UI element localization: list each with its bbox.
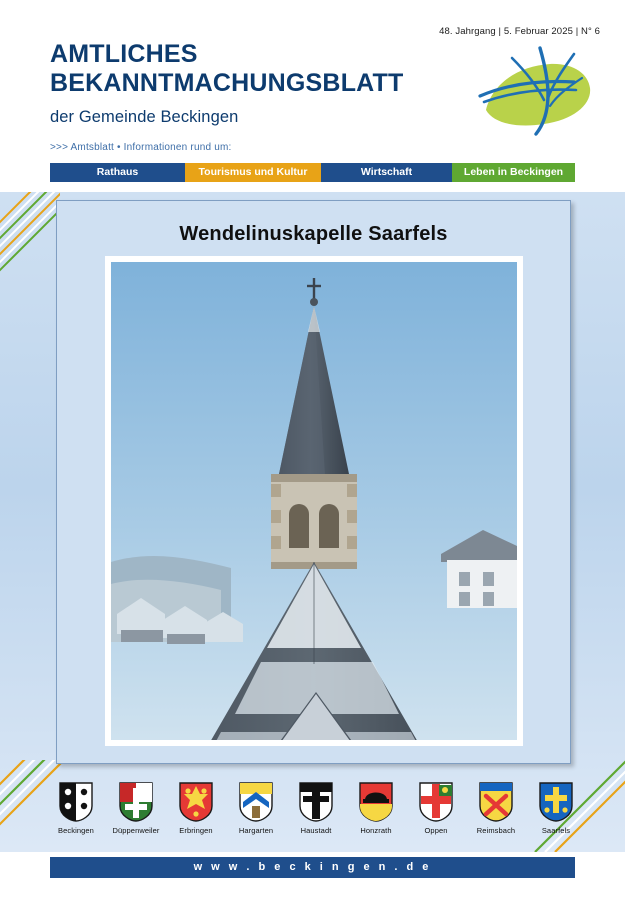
crest-label: Düppenweiler: [112, 826, 160, 835]
crest-label: Oppen: [424, 826, 448, 835]
crest-item-saarfels: [526, 782, 586, 848]
coat-of-arms-saarfels-icon: [539, 782, 573, 822]
nav-item-tourismus-und-kultur[interactable]: Tourismus und Kultur: [185, 163, 321, 182]
coat-of-arms-reimsbach-icon: [479, 782, 513, 822]
coat-of-arms-honzrath-icon: [359, 782, 393, 822]
category-nav: [50, 163, 575, 182]
cover-title: Wendelinuskapelle Saarfels: [179, 223, 448, 245]
crest-label: Hargarten: [238, 826, 274, 835]
masthead-title-line2: BEKANNTMACHUNGSBLATT: [50, 68, 404, 97]
masthead-tagline: >>> Amtsblatt • Informationen rund um:: [50, 142, 232, 153]
crest-label: Reimsbach: [476, 826, 516, 835]
crest-item-beckingen: [46, 782, 106, 848]
coat-of-arms-row: [46, 782, 586, 848]
crest-item-dueppenweiler: [106, 782, 166, 848]
crest-item-oppen: [406, 782, 466, 848]
coat-of-arms-dueppenweiler-icon: [119, 782, 153, 822]
crest-item-hargarten: [226, 782, 286, 848]
crest-label: Beckingen: [58, 826, 94, 835]
header-inner: [22, 18, 602, 178]
crest-label: Erbringen: [179, 826, 213, 835]
masthead-subtitle: der Gemeinde Beckingen: [50, 108, 239, 126]
coat-of-arms-erbringen-icon: [179, 782, 213, 822]
crest-label: Saarfels: [541, 826, 571, 835]
crest-item-honzrath: [346, 782, 406, 848]
coat-of-arms-beckingen-icon: [59, 782, 93, 822]
cover-photo: [111, 262, 517, 740]
coat-of-arms-hargarten-icon: [239, 782, 273, 822]
website-url[interactable]: w w w . b e c k i n g e n . d e: [50, 857, 575, 878]
cover-photo-frame: [105, 256, 523, 746]
decorative-stripes-left: [0, 192, 60, 312]
crest-label: Haustadt: [300, 826, 332, 835]
nav-item-leben-in-beckingen[interactable]: Leben in Beckingen: [452, 163, 575, 182]
issue-line: 48. Jahrgang | 5. Februar 2025 | N° 6: [439, 26, 600, 37]
coat-of-arms-haustadt-icon: [299, 782, 333, 822]
crest-item-haustadt: [286, 782, 346, 848]
leaf-emblem-icon: [478, 44, 596, 136]
masthead-title-line1: AMTLICHES: [50, 40, 198, 68]
cover-card: [56, 200, 571, 764]
page-title: [50, 40, 404, 97]
nav-item-rathaus[interactable]: Rathaus: [50, 163, 185, 182]
crest-item-erbringen: [166, 782, 226, 848]
crest-item-reimsbach: [466, 782, 526, 848]
nav-item-wirtschaft[interactable]: Wirtschaft: [321, 163, 452, 182]
coat-of-arms-oppen-icon: [419, 782, 453, 822]
crest-label: Honzrath: [360, 826, 392, 835]
